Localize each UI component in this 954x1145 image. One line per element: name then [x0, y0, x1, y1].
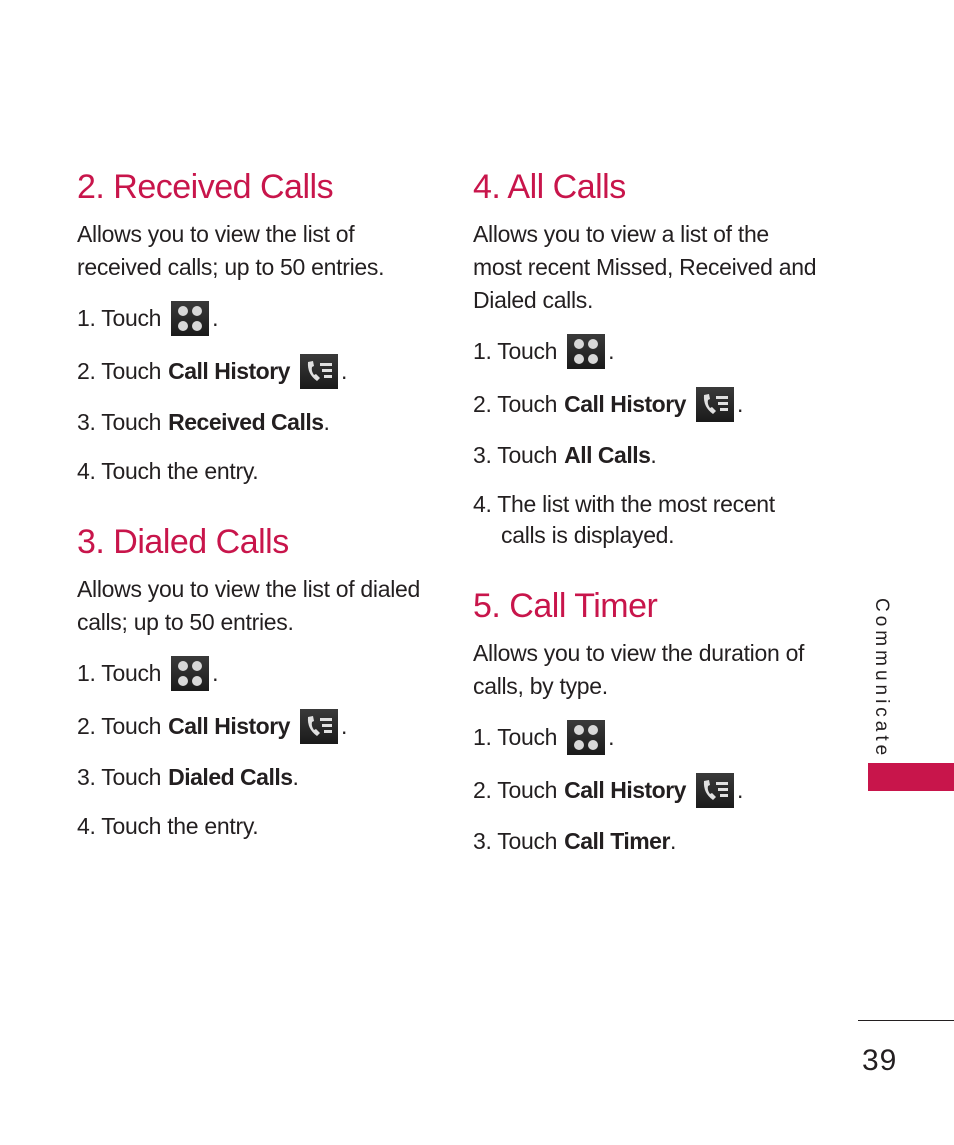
step-punctuation: .	[669, 828, 677, 854]
step-text: 2. Touch	[77, 358, 162, 384]
step-bold-label: Dialed Calls	[168, 764, 293, 790]
step-text: 1. Touch	[473, 724, 558, 750]
step-text: 1. Touch	[77, 305, 162, 331]
left-column	[77, 166, 422, 860]
menu-grid-icon	[171, 656, 209, 691]
section-title-received-calls: 2. Received Calls	[77, 168, 334, 206]
step-text: 3. Touch	[473, 828, 558, 854]
step-item	[473, 826, 818, 857]
step-item: 4. Touch the entry.	[77, 458, 259, 484]
step-text: 1. Touch	[473, 338, 558, 364]
step-item	[77, 407, 422, 438]
step-bold-label: Call History	[564, 391, 686, 417]
step-bold-label: Call History	[564, 777, 686, 803]
step-item	[473, 440, 818, 471]
call-history-icon	[300, 354, 338, 389]
section-description-dialed-calls: Allows you to view the list of dialed calls; up to 50 entries.	[77, 576, 421, 635]
step-bold-label: Call Timer	[564, 828, 670, 854]
section-title-dialed-calls: 3. Dialed Calls	[77, 523, 289, 561]
step-item	[473, 773, 818, 808]
step-item	[77, 354, 422, 389]
call-history-icon	[300, 709, 338, 744]
page-number-divider	[858, 1020, 954, 1021]
call-history-icon	[696, 773, 734, 808]
step-punctuation: .	[650, 442, 657, 468]
step-bold-label: Received Calls	[168, 409, 324, 435]
step-text: 3. Touch	[473, 442, 558, 468]
step-text: 3. Touch	[77, 764, 162, 790]
section-description-call-timer: Allows you to view the duration of calls, by type.	[473, 640, 805, 699]
step-punctuation: .	[736, 777, 744, 803]
step-text: 2. Touch	[77, 713, 162, 739]
steps-all-calls	[473, 334, 818, 551]
side-tab-label: Communicate	[871, 598, 892, 760]
step-text: 1. Touch	[77, 660, 162, 686]
step-item	[473, 720, 818, 755]
step-punctuation: .	[212, 660, 219, 686]
step-punctuation: .	[608, 338, 615, 364]
menu-grid-icon	[171, 301, 209, 336]
call-history-icon	[696, 387, 734, 422]
section-description-received-calls: Allows you to view the list of received calls; up to 50 entries.	[77, 221, 385, 280]
step-punctuation: .	[736, 391, 744, 417]
step-item	[77, 709, 422, 744]
step-item	[473, 334, 818, 369]
step-punctuation: .	[340, 358, 348, 384]
step-text: 3. Touch	[77, 409, 162, 435]
step-item	[77, 656, 422, 691]
step-punctuation: .	[340, 713, 348, 739]
side-tab-bar	[868, 763, 954, 791]
step-punctuation: .	[608, 724, 615, 750]
menu-grid-icon	[567, 720, 605, 755]
step-bold-label: Call History	[168, 358, 290, 384]
step-item	[473, 387, 818, 422]
step-bold-label: All Calls	[564, 442, 651, 468]
step-item	[77, 762, 422, 793]
step-text: 2. Touch	[473, 391, 558, 417]
page-number: 39	[862, 1044, 898, 1077]
right-column	[473, 166, 818, 875]
steps-call-timer	[473, 720, 818, 857]
section-title-all-calls: 4. All Calls	[473, 168, 626, 206]
section-description-all-calls: Allows you to view a list of the most recent Missed, Received and Dialed calls.	[473, 221, 817, 313]
step-item: 4. Touch the entry.	[77, 813, 259, 839]
step-text: 2. Touch	[473, 777, 558, 803]
section-title-call-timer: 5. Call Timer	[473, 587, 658, 625]
steps-received-calls	[77, 301, 422, 487]
step-bold-label: Call History	[168, 713, 290, 739]
menu-grid-icon	[567, 334, 605, 369]
step-punctuation: .	[212, 305, 219, 331]
step-item	[77, 301, 422, 336]
step-punctuation: .	[323, 409, 330, 435]
step-item: 4. The list with the most recent calls is displayed.	[473, 491, 775, 548]
steps-dialed-calls	[77, 656, 422, 842]
step-punctuation: .	[292, 764, 299, 790]
